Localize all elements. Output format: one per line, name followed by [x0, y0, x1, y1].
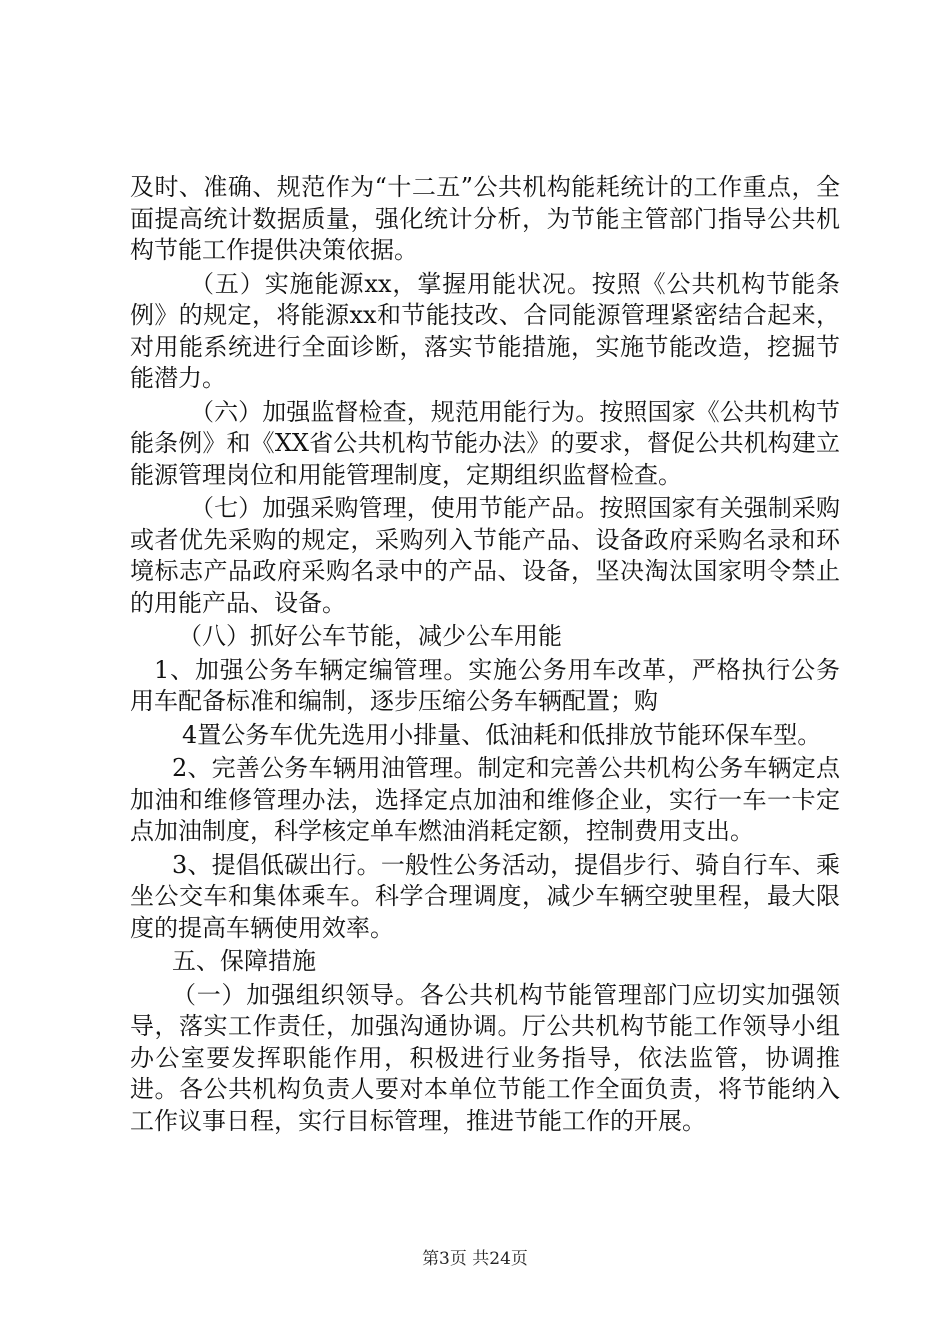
document-body — [130, 172, 840, 1139]
paragraph-vehicle-3: 3、提倡低碳出行。一般性公务活动，提倡步行、骑自行车、乘坐公交车和集体乘车。科学合理调度，减少车辆空驶里程，最大限度的提高车辆使用效率。 — [130, 850, 840, 942]
page-number-footer: 第3页 共24页 — [422, 1249, 528, 1269]
paragraph-item-7: （七）加强采购管理，使用节能产品。按照国家有关强制采购或者优先采购的规定，采购列入节能产品、设备政府采购名录和环境标志产品政府采购名录中的产品、设备，坚决淘汰国家明令禁止的用能产品、设备。 — [130, 494, 840, 617]
paragraph-item-6: （六）加强监督检查，规范用能行为。按照国家《公共机构节能条例》和《XX省公共机构节能办法》的要求，督促公共机构建立能源管理岗位和用能管理制度，定期组织监督检查。 — [130, 397, 840, 489]
section-heading-safeguards: 五、保障措施 — [172, 947, 316, 975]
paragraph-item-5: （五）实施能源xx，掌握用能状况。按照《公共机构节能条例》的规定，将能源xx和节能技改、合同能源管理紧密结合起来，对用能系统进行全面诊断，落实节能措施，实施节能改造，挖掘节能潜力。 — [130, 269, 840, 392]
paragraph-item-8-heading: （八）抓好公车节能，减少公车用能 — [178, 622, 562, 650]
paragraph-statistics: 及时、准确、规范作为“十二五”公共机构能耗统计的工作重点，全面提高统计数据质量，强化统计分析，为节能主管部门指导公共机构节能工作提供决策依据。 — [130, 173, 840, 264]
paragraph-safeguard-1: （一）加强组织领导。各公共机构节能管理部门应切实加强领导，落实工作责任，加强沟通协调。厅公共机构节能工作领导小组办公室要发挥职能作用，积极进行业务指导，依法监管，协调推进。各公共机构负责人要对本单位节能工作全面负责，将节能纳入工作议事日程，实行目标管理，推进节能工作的开展。 — [130, 980, 840, 1135]
paragraph-vehicle-1-cont: 4置公务车优先选用小排量、低油耗和低排放节能环保车型。 — [182, 720, 822, 749]
paragraph-vehicle-1: 1、加强公务车辆定编管理。实施公务用车改革，严格执行公务用车配备标准和编制，逐步压缩公务车辆配置；购 — [130, 655, 840, 715]
paragraph-vehicle-2: 2、完善公务车辆用油管理。制定和完善公共机构公务车辆定点加油和维修管理办法，选择定点加油和维修企业，实行一车一卡定点加油制度，科学核定单车燃油消耗定额，控制费用支出。 — [130, 754, 840, 845]
